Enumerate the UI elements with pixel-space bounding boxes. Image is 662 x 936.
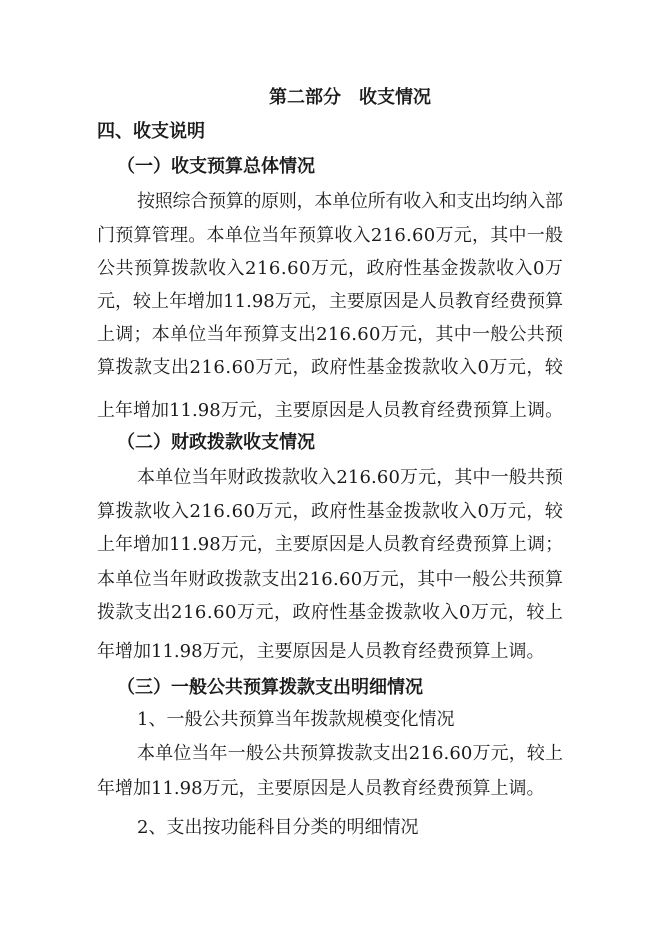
paragraph-line: 元，较上年增加11.98万元，主要原因是人员教育经费预算 [97, 291, 564, 312]
page-title: 第二部分 收支情况 [269, 87, 431, 108]
subsection-heading-3: （三）一般公共预算拨款支出明细情况 [117, 677, 423, 698]
paragraph-line: 本单位当年一般公共预算拨款支出216.60万元，较上 [137, 743, 564, 764]
subsection-heading-2: （二）财政拨款收支情况 [117, 432, 315, 453]
paragraph-line: 拨款支出216.60万元，政府性基金拨款收入0万元，较上 [97, 602, 564, 623]
paragraph-line: 上年增加11.98万元，主要原因是人员教育经费预算上调； [97, 534, 564, 555]
paragraph-line: 门预算管理。本单位当年预算收入216.60万元，其中一般 [97, 225, 564, 246]
paragraph-line: 算拨款收入216.60万元，政府性基金拨款收入0万元，较 [97, 501, 564, 522]
list-item-heading: 1、一般公共预算当年拨款规模变化情况 [137, 709, 455, 730]
paragraph-line: 上调；本单位当年预算支出216.60万元，其中一般公共预 [97, 324, 564, 345]
paragraph-line: 按照综合预算的原则，本单位所有收入和支出均纳入部 [137, 191, 563, 212]
section-heading: 四、收支说明 [97, 121, 205, 142]
subsection-heading-1: （一）收支预算总体情况 [117, 156, 315, 177]
paragraph-line: 本单位当年财政拨款支出216.60万元，其中一般公共预算 [97, 569, 564, 590]
list-item-heading: 2、支出按功能科目分类的明细情况 [137, 817, 419, 838]
paragraph-line: 年增加11.98万元，主要原因是人员教育经费预算上调。 [97, 778, 545, 799]
paragraph-line: 公共预算拨款收入216.60万元，政府性基金拨款收入0万 [97, 258, 564, 279]
paragraph-line: 上年增加11.98万元，主要原因是人员教育经费预算上调。 [97, 400, 564, 421]
paragraph-line: 算拨款支出216.60万元，政府性基金拨款收入0万元，较 [97, 357, 564, 378]
paragraph-line: 本单位当年财政拨款收入216.60万元，其中一般共预 [137, 467, 564, 488]
paragraph-line: 年增加11.98万元，主要原因是人员教育经费预算上调。 [97, 641, 545, 662]
